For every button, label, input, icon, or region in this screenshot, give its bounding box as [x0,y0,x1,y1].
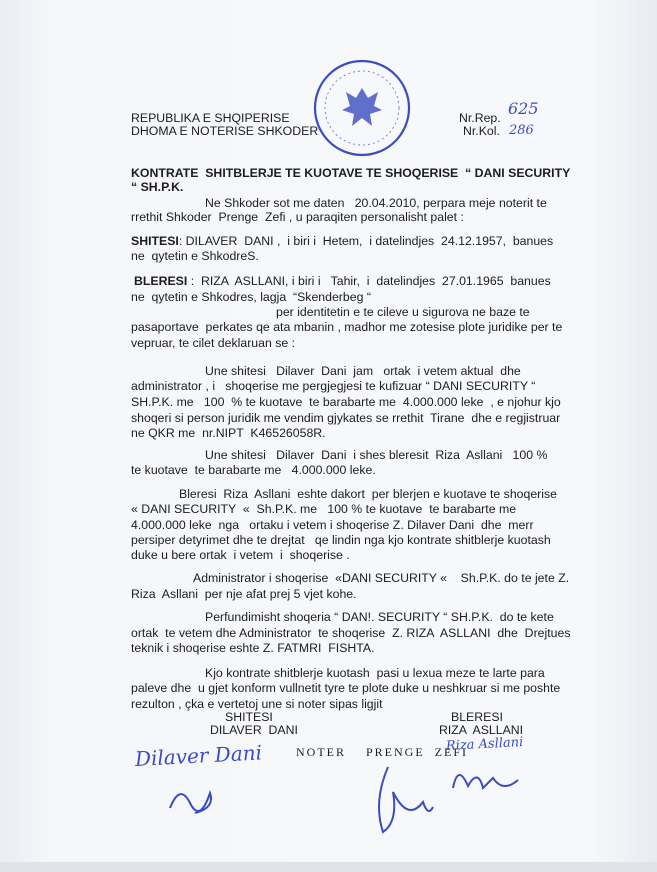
paragraph-line: persiper detyrimet dhe te drejtat qe lindin nga kjo kontrate shitblerje kuotash [131,533,551,547]
document-title: KONTRATE SHITBLERJE TE KUOTAVE TE SHOQERISE “ DANI SECURITY [131,166,571,180]
buyer-label: BLERESI [134,274,188,288]
document-title-cont: “ SH.P.K. [131,180,184,194]
seller-signature-name: DILAVER DANI [210,723,298,737]
buyer-line: : RIZA ASLLANI, i biri i Tahir, i datelindjes 27.01.1965 banues [187,274,551,288]
seller-line: ne qytetin e ShkodreS. [131,249,259,263]
paragraph-line: Bleresi Riza Asllani eshte dakort per blerjen e kuotave te shoqerise [179,487,557,501]
paragraph-line: Une shitesi Dilaver Dani i shes bleresit Riza Asllani 100 % [205,448,548,462]
paragraph-line: « DANI SECURITY « Sh.P.K. me 100 % te kuotave te barabarte me [131,502,517,516]
paragraph-line: duke u bere ortak i vetem i shoqerise . [131,548,350,562]
notary-signature [368,762,438,842]
buyer-line: per identitetin e te cileve u sigurova ne baze te [276,305,530,319]
seller-handwritten-signature: Dilaver Dani [134,740,263,771]
intro-line: Ne Shkoder sot me daten 20.04.2010, perpara meje noterit te [205,196,547,210]
seller-signature-label: SHITESI [225,710,273,724]
paragraph-line: shoqeri si person juridik me vendim gjykates se rrethit Tirane dhe e regjistruar [131,411,561,425]
header-chamber: DHOMA E NOTERISE SHKODER [131,124,319,138]
buyer-line: vepruar, te cilet deklaruan se : [131,336,296,350]
paragraph-line: Administrator i shoqerise «DANI SECURITY « Sh.P.K. do te jete Z. [193,571,570,585]
paragraph-line: paleve dhe u gjet konform vullnetit tyre te plote duke u neshkruar si me poshte [131,681,561,695]
nr-kol-label: Nr.Kol. [463,124,500,138]
buyer-handwritten-signature: Riza Asllani [445,734,524,754]
paragraph-line: 4.000.000 leke nga ortaku i vetem i shoqerise Z. Dilaver Dani dhe merr [131,518,534,532]
paragraph-line: SH.P.K. me 100 % te kuotave te barabarte me 4.000.000 leke , e njohur kjo [131,395,561,409]
seller-initials-signature [165,778,225,818]
paragraph-line: Perfundimisht shoqeria “ DAN!. SECURITY “ SH.P.K. do te kete [205,610,554,624]
paragraph-line: ne QKR me nr.NIPT K46526058R. [131,426,326,440]
paragraph-line: administrator , i shoqerise me pergjegjesi te kufizuar “ DANI SECURITY “ [131,379,536,393]
paragraph-line: Riza Asllani per nje afat prej 5 vjet kohe. [131,587,357,601]
nr-rep-value: 625 [508,99,539,118]
buyer-line: pasaportave perkates qe ata mbanin , madhor me zotesise plote juridike per te [131,320,563,334]
notary-name: NOTER PRENGE ZEFI [296,745,468,759]
paragraph-line: teknik i shoqerise eshte Z. FATMRI FISHTA. [131,641,375,655]
paragraph-line: ortak te vetem dhe Administrator te shoqerise Z. RIZA ASLLANI dhe Drejtues [131,626,571,640]
nr-kol-value: 286 [509,123,534,138]
seller-label: SHITESI [131,234,179,248]
paragraph-line: te kuotave te barabarte me 4.000.000 leke. [131,463,376,477]
intro-line: rrethit Shkoder Prenge Zefi , u paraqiten personalisht palet : [131,210,464,224]
header-republic: REPUBLIKA E SHQIPERISE [131,111,290,125]
paragraph-line: rezulton , çka e vertetoj une si noter sipas ligjit [131,697,383,711]
page-edge [0,862,657,872]
buyer-signature-name: RIZA ASLLANI [439,723,524,737]
seller-line: : DILAVER DANI , i biri i Hetem, i datelindjes 24.12.1957, banues [178,234,554,248]
buyer-signature-label: BLERESI [451,710,503,724]
paragraph-line: Une shitesi Dilaver Dani jam ortak i vetem aktual dhe [205,364,521,378]
buyer-signature-scribble [448,758,528,798]
buyer-line: ne qytetin e Shkodres, lagja “Skenderbeg “ [131,290,371,304]
notary-seal-stamp [312,58,412,158]
nr-rep-label: Nr.Rep. [459,111,501,125]
paragraph-line: Kjo kontrate shitblerje kuotash pasi u lexua meze te larte para [205,666,545,680]
